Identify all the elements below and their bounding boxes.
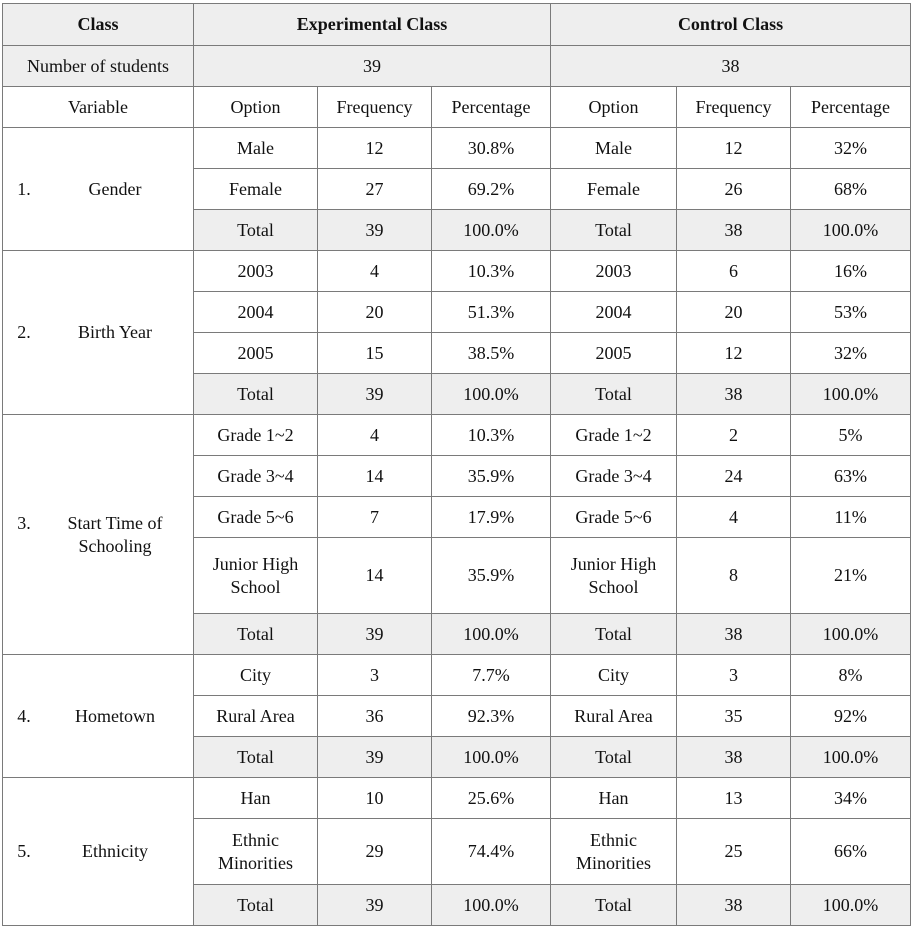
experimental-frequency-cell: 39 xyxy=(318,614,432,655)
variable-number: 5. xyxy=(17,841,31,861)
control-option-cell: 2005 xyxy=(551,333,677,374)
variable-number: 4. xyxy=(17,705,31,726)
control-frequency-cell: 13 xyxy=(677,778,791,819)
variable-label: Start Time of Schooling xyxy=(67,512,163,556)
experimental-percentage-cell: 10.3% xyxy=(432,415,551,456)
experimental-percentage-cell: 100.0% xyxy=(432,374,551,415)
control-option-cell: Grade 3~4 xyxy=(551,456,677,497)
control-frequency-cell: 38 xyxy=(677,210,791,251)
experimental-option-cell: Male xyxy=(194,128,318,169)
variable-cell xyxy=(3,251,194,415)
control-option-cell: Total xyxy=(551,737,677,778)
control-frequency-cell: 12 xyxy=(677,333,791,374)
control-frequency-cell: 25 xyxy=(677,819,791,885)
experimental-percentage-cell: 69.2% xyxy=(432,169,551,210)
table-row xyxy=(3,251,911,292)
control-option-cell: Rural Area xyxy=(551,696,677,737)
control-percentage-cell: 21% xyxy=(791,538,911,614)
control-option-cell: Total xyxy=(551,374,677,415)
control-percentage-cell: 100.0% xyxy=(791,210,911,251)
control-percentage-cell: 8% xyxy=(791,655,911,696)
experimental-frequency-cell: 39 xyxy=(318,374,432,415)
experimental-percentage-cell: 25.6% xyxy=(432,778,551,819)
experimental-student-count: 39 xyxy=(194,46,551,87)
variable-cell xyxy=(3,128,194,251)
students-row xyxy=(3,46,911,87)
variable-label: Birth Year xyxy=(77,322,152,342)
control-percentage-cell: 11% xyxy=(791,497,911,538)
control-option-cell: Grade 1~2 xyxy=(551,415,677,456)
control-class-header: Control Class xyxy=(551,4,911,46)
experimental-option-cell: Ethnic Minorities xyxy=(194,819,318,885)
experimental-option-cell: Junior High School xyxy=(194,538,318,614)
experimental-frequency-cell: 39 xyxy=(318,210,432,251)
control-frequency-cell: 38 xyxy=(677,374,791,415)
control-frequency-cell: 12 xyxy=(677,128,791,169)
control-option-cell: Total xyxy=(551,210,677,251)
control-percentage-cell: 100.0% xyxy=(791,737,911,778)
control-option-cell: Grade 5~6 xyxy=(551,497,677,538)
experimental-percentage-cell: 100.0% xyxy=(432,614,551,655)
experimental-frequency-cell: 7 xyxy=(318,497,432,538)
control-option-header: Option xyxy=(551,87,677,128)
experimental-option-cell: 2003 xyxy=(194,251,318,292)
control-frequency-cell: 24 xyxy=(677,456,791,497)
variable-cell xyxy=(3,778,194,926)
control-frequency-cell: 38 xyxy=(677,614,791,655)
experimental-option-cell: Rural Area xyxy=(194,696,318,737)
experimental-percentage-cell: 92.3% xyxy=(432,696,551,737)
control-percentage-cell: 34% xyxy=(791,778,911,819)
experimental-percentage-cell: 100.0% xyxy=(432,885,551,926)
experimental-option-cell: 2004 xyxy=(194,292,318,333)
experimental-percentage-cell: 100.0% xyxy=(432,737,551,778)
experimental-percentage-header: Percentage xyxy=(432,87,551,128)
table-row xyxy=(3,128,911,169)
experimental-option-cell: Total xyxy=(194,614,318,655)
control-option-cell: City xyxy=(551,655,677,696)
experimental-frequency-cell: 36 xyxy=(318,696,432,737)
control-percentage-cell: 66% xyxy=(791,819,911,885)
experimental-frequency-cell: 10 xyxy=(318,778,432,819)
control-percentage-cell: 92% xyxy=(791,696,911,737)
control-percentage-header: Percentage xyxy=(791,87,911,128)
variable-cell xyxy=(3,655,194,778)
variable-header: Variable xyxy=(3,87,194,128)
experimental-option-cell: Total xyxy=(194,210,318,251)
control-frequency-cell: 3 xyxy=(677,655,791,696)
experimental-percentage-cell: 7.7% xyxy=(432,655,551,696)
experimental-frequency-header: Frequency xyxy=(318,87,432,128)
control-frequency-cell: 2 xyxy=(677,415,791,456)
experimental-frequency-cell: 3 xyxy=(318,655,432,696)
students-label: Number of students xyxy=(3,46,194,87)
experimental-percentage-cell: 100.0% xyxy=(432,210,551,251)
experimental-option-header: Option xyxy=(194,87,318,128)
experimental-class-header: Experimental Class xyxy=(194,4,551,46)
control-option-cell: 2004 xyxy=(551,292,677,333)
control-option-cell: 2003 xyxy=(551,251,677,292)
experimental-percentage-cell: 30.8% xyxy=(432,128,551,169)
experimental-frequency-cell: 39 xyxy=(318,885,432,926)
control-option-cell: Ethnic Minorities xyxy=(551,819,677,885)
control-frequency-cell: 35 xyxy=(677,696,791,737)
experimental-percentage-cell: 38.5% xyxy=(432,333,551,374)
control-frequency-cell: 26 xyxy=(677,169,791,210)
control-option-cell: Total xyxy=(551,614,677,655)
demographics-table xyxy=(2,3,911,926)
control-option-cell: Male xyxy=(551,128,677,169)
variable-label: Gender xyxy=(88,178,142,199)
variable-number: 3. xyxy=(17,512,31,533)
control-frequency-cell: 20 xyxy=(677,292,791,333)
table-row xyxy=(3,415,911,456)
control-percentage-cell: 32% xyxy=(791,128,911,169)
experimental-option-cell: Total xyxy=(194,374,318,415)
control-student-count: 38 xyxy=(551,46,911,87)
experimental-percentage-cell: 17.9% xyxy=(432,497,551,538)
variable-label: Ethnicity xyxy=(82,841,148,861)
control-percentage-cell: 100.0% xyxy=(791,614,911,655)
experimental-option-cell: Female xyxy=(194,169,318,210)
variable-cell xyxy=(3,415,194,655)
control-percentage-cell: 100.0% xyxy=(791,885,911,926)
control-option-cell: Female xyxy=(551,169,677,210)
experimental-frequency-cell: 27 xyxy=(318,169,432,210)
experimental-option-cell: Total xyxy=(194,885,318,926)
experimental-percentage-cell: 74.4% xyxy=(432,819,551,885)
class-header: Class xyxy=(3,4,194,46)
control-percentage-cell: 16% xyxy=(791,251,911,292)
experimental-frequency-cell: 4 xyxy=(318,251,432,292)
control-frequency-cell: 4 xyxy=(677,497,791,538)
experimental-frequency-cell: 4 xyxy=(318,415,432,456)
column-header-row xyxy=(3,87,911,128)
control-frequency-cell: 38 xyxy=(677,737,791,778)
control-option-cell: Han xyxy=(551,778,677,819)
control-percentage-cell: 32% xyxy=(791,333,911,374)
experimental-percentage-cell: 10.3% xyxy=(432,251,551,292)
control-frequency-cell: 6 xyxy=(677,251,791,292)
table-row xyxy=(3,655,911,696)
experimental-frequency-cell: 12 xyxy=(318,128,432,169)
experimental-frequency-cell: 14 xyxy=(318,456,432,497)
experimental-frequency-cell: 15 xyxy=(318,333,432,374)
experimental-frequency-cell: 39 xyxy=(318,737,432,778)
experimental-option-cell: 2005 xyxy=(194,333,318,374)
control-option-cell: Total xyxy=(551,885,677,926)
variable-number: 2. xyxy=(17,322,31,342)
control-frequency-cell: 38 xyxy=(677,885,791,926)
control-percentage-cell: 53% xyxy=(791,292,911,333)
experimental-frequency-cell: 29 xyxy=(318,819,432,885)
experimental-option-cell: Total xyxy=(194,737,318,778)
experimental-percentage-cell: 51.3% xyxy=(432,292,551,333)
control-percentage-cell: 5% xyxy=(791,415,911,456)
experimental-option-cell: City xyxy=(194,655,318,696)
experimental-frequency-cell: 14 xyxy=(318,538,432,614)
control-percentage-cell: 68% xyxy=(791,169,911,210)
experimental-percentage-cell: 35.9% xyxy=(432,456,551,497)
experimental-option-cell: Grade 1~2 xyxy=(194,415,318,456)
experimental-frequency-cell: 20 xyxy=(318,292,432,333)
variable-label: Hometown xyxy=(75,705,155,726)
experimental-option-cell: Grade 5~6 xyxy=(194,497,318,538)
experimental-percentage-cell: 35.9% xyxy=(432,538,551,614)
header-row xyxy=(3,4,911,46)
experimental-option-cell: Grade 3~4 xyxy=(194,456,318,497)
control-frequency-header: Frequency xyxy=(677,87,791,128)
experimental-option-cell: Han xyxy=(194,778,318,819)
variable-number: 1. xyxy=(17,178,31,199)
control-frequency-cell: 8 xyxy=(677,538,791,614)
control-percentage-cell: 63% xyxy=(791,456,911,497)
table-row xyxy=(3,778,911,819)
control-option-cell: Junior High School xyxy=(551,538,677,614)
control-percentage-cell: 100.0% xyxy=(791,374,911,415)
